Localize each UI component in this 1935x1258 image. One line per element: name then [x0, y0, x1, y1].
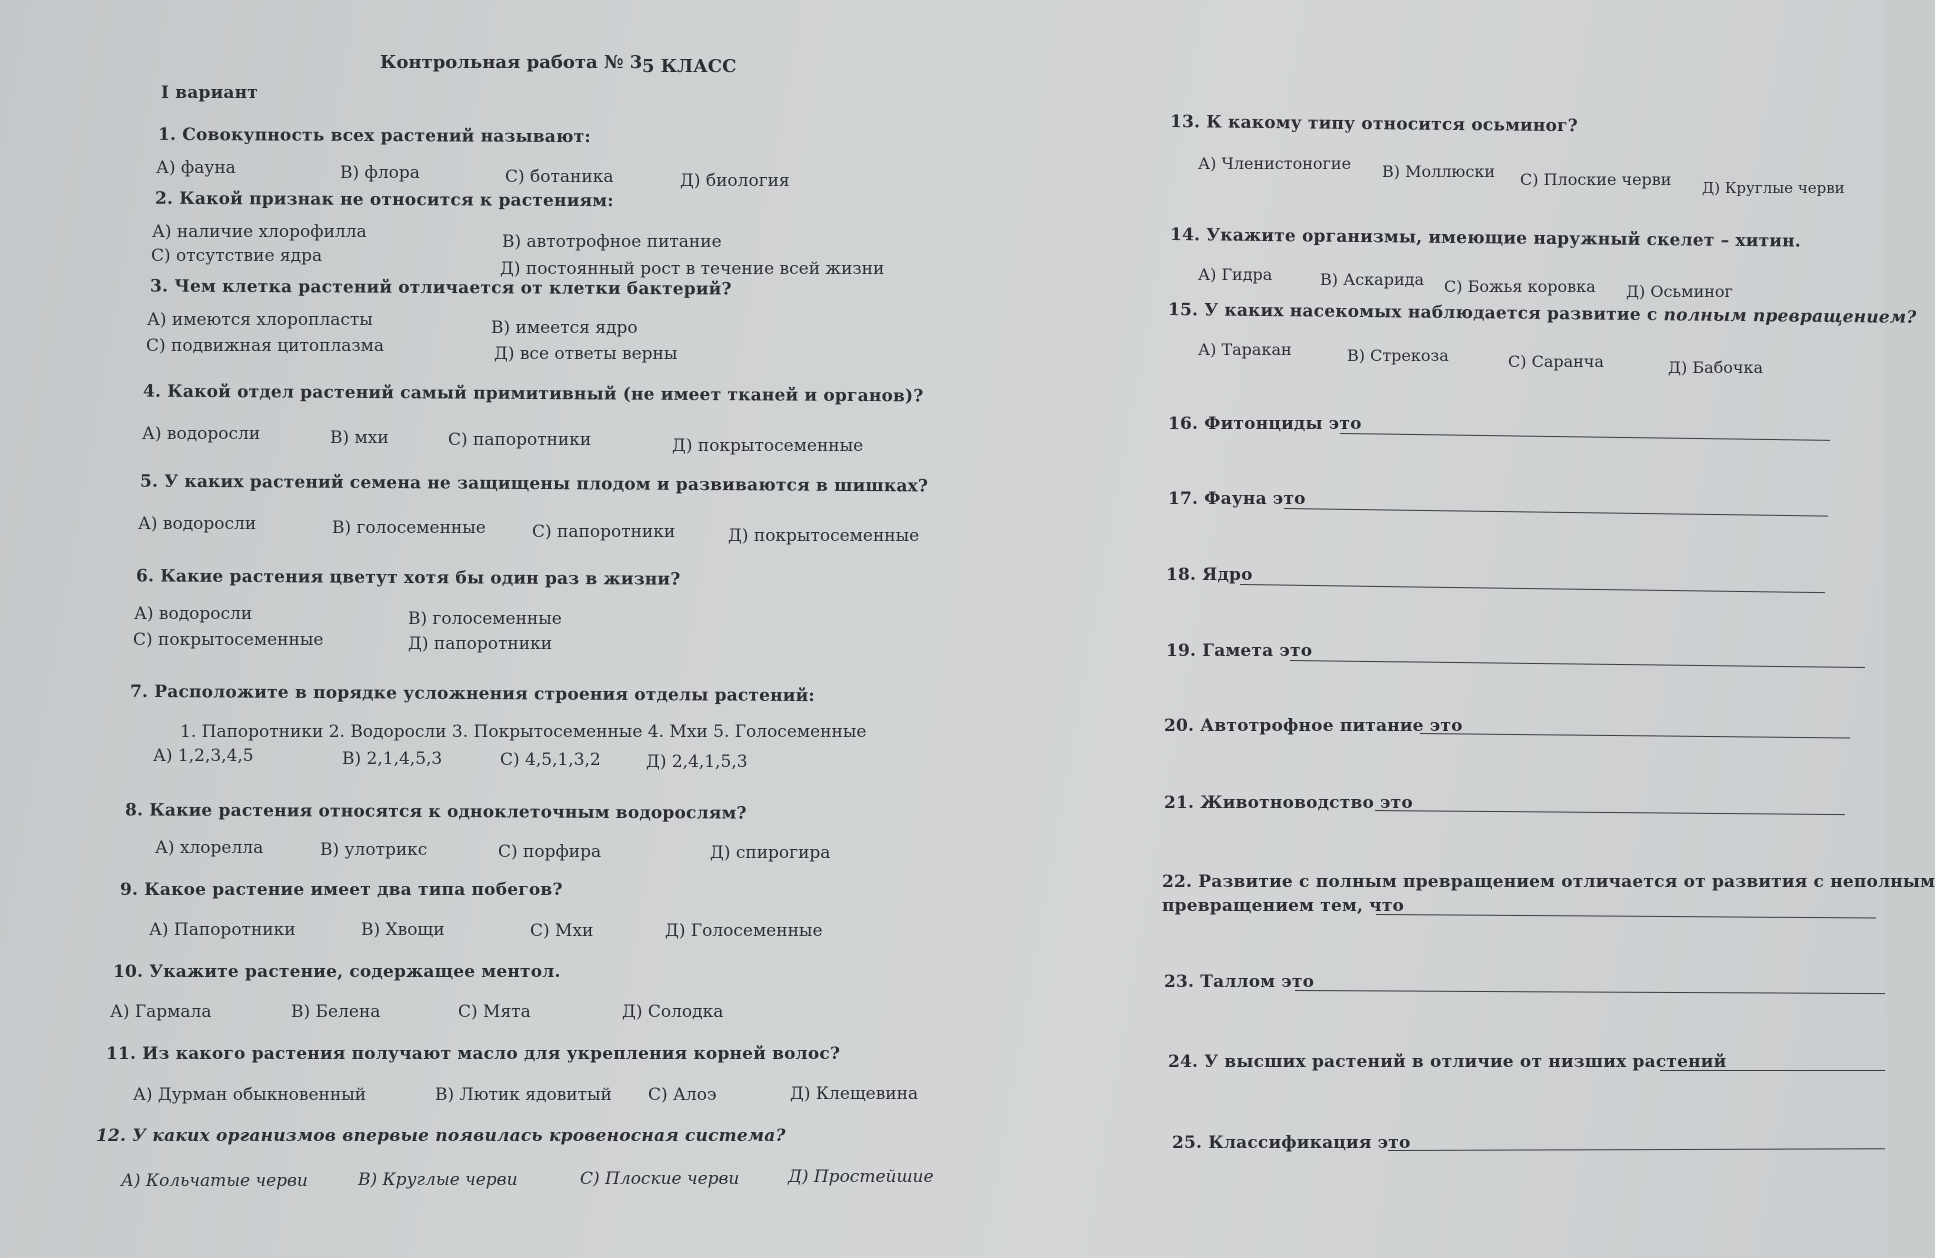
option-d: Д) Солодка	[622, 1002, 724, 1022]
option-c: С) папоротники	[448, 430, 592, 450]
option-b: В) Круглые черви	[358, 1170, 518, 1190]
question-text: 16. Фитонциды это	[1168, 414, 1362, 434]
answer-line[interactable]	[1284, 508, 1828, 517]
option-c: С) порфира	[498, 842, 602, 862]
answer-line[interactable]	[1295, 990, 1885, 994]
option-c: С) Саранча	[1508, 352, 1604, 371]
question-text: 24. У высших растений в отличие от низших растений	[1168, 1052, 1727, 1072]
option-a: А) водоросли	[134, 604, 253, 624]
question-text-line1: 22. Развитие с полным превращением отличается от развития с неполным	[1162, 872, 1935, 892]
option-d: Д) все ответы верны	[494, 344, 678, 364]
option-d: Д) Клещевина	[790, 1084, 919, 1104]
answer-line[interactable]	[1376, 914, 1876, 918]
option-c: С) Плоские черви	[1520, 170, 1672, 189]
option-b: В) Стрекоза	[1347, 346, 1449, 365]
option-d: Д) Бабочка	[1668, 358, 1764, 377]
option-b: В) голосеменные	[408, 609, 562, 629]
option-c: С) Мята	[458, 1002, 531, 1022]
option-b: В) голосеменные	[332, 518, 486, 538]
answer-line[interactable]	[1420, 733, 1850, 739]
question-text-line2: превращением тем, что	[1162, 896, 1405, 916]
answer-line[interactable]	[1290, 660, 1865, 668]
question-text: 10. Укажите растение, содержащее ментол.	[113, 962, 561, 982]
option-a: А) водоросли	[138, 514, 257, 534]
option-d: Д) спирогира	[710, 843, 831, 863]
answer-line[interactable]	[1340, 433, 1830, 441]
answer-line[interactable]	[1375, 810, 1845, 815]
question-text: 12. У каких организмов впервые появилась кровеносная система?	[96, 1126, 786, 1146]
question-text: 21. Животноводство это	[1164, 793, 1413, 813]
option-c: С) Алоэ	[648, 1085, 717, 1105]
option-d: Д) Круглые черви	[1702, 179, 1845, 197]
option-b: В) флора	[340, 163, 420, 183]
option-d: Д) Простейшие	[788, 1167, 934, 1187]
option-c: С) Мхи	[530, 921, 594, 941]
question-text: 4. Какой отдел растений самый примитивный (не имеет тканей и органов)?	[142, 381, 924, 407]
option-b: В) Аскарида	[1320, 270, 1424, 289]
ordering-list: 1. Папоротники 2. Водоросли 3. Покрытосеменные 4. Мхи 5. Голосеменные	[180, 722, 867, 742]
option-d: Д) 2,4,1,5,3	[646, 752, 748, 772]
option-b: В) улотрикс	[320, 840, 428, 860]
option-b: В) автотрофное питание	[502, 232, 722, 252]
option-a: А) Членистоногие	[1198, 154, 1352, 173]
question-text: 23. Таллом это	[1164, 972, 1315, 992]
option-a: А) имеются хлоропласты	[147, 310, 373, 330]
option-c: С) ботаника	[505, 167, 614, 187]
option-a: А) наличие хлорофилла	[152, 222, 367, 242]
answer-line[interactable]	[1240, 584, 1825, 593]
question-text-main: 15. У каких насекомых наблюдается развитие с	[1167, 300, 1664, 326]
question-text-emphasis: полным превращением?	[1663, 305, 1917, 328]
option-a: А) 1,2,3,4,5	[153, 746, 254, 766]
question-text: 2. Какой признак не относится к растениям:	[154, 188, 614, 212]
option-a: А) Дурман обыкновенный	[133, 1085, 367, 1105]
option-a: А) Папоротники	[149, 920, 296, 940]
question-text: 11. Из какого растения получают масло для укрепления корней волос?	[106, 1044, 841, 1064]
question-text: 17. Фауна это	[1168, 489, 1306, 509]
option-c: С) подвижная цитоплазма	[146, 336, 385, 356]
option-d: Д) покрытосеменные	[672, 436, 864, 456]
option-a: А) хлорелла	[155, 838, 264, 858]
option-d: Д) постоянный рост в течение всей жизни	[500, 259, 885, 279]
option-a: А) Кольчатые черви	[121, 1171, 308, 1191]
option-c: С) Плоские черви	[580, 1169, 740, 1189]
option-d: Д) папоротники	[408, 634, 553, 654]
option-c: С) отсутствие ядра	[151, 246, 323, 266]
option-b: В) мхи	[330, 428, 389, 448]
test-title: Контрольная работа № 3	[380, 52, 643, 73]
answer-line[interactable]	[1660, 1070, 1885, 1071]
question-text: 3. Чем клетка растений отличается от клетки бактерий?	[149, 276, 732, 300]
question-text: 7. Расположите в порядке усложнения строения отделы растений:	[129, 681, 815, 707]
option-d: Д) Осьминог	[1626, 282, 1733, 301]
option-d: Д) покрытосеменные	[728, 526, 920, 546]
option-b: В) 2,1,4,5,3	[342, 749, 443, 769]
option-c: С) папоротники	[532, 522, 676, 542]
question-text: 20. Автотрофное питание это	[1164, 716, 1463, 736]
question-text: 19. Гамета это	[1166, 641, 1313, 661]
question-text	[1168, 300, 1917, 328]
question-text: 14. Укажите организмы, имеющие наружный скелет – хитин.	[1169, 225, 1802, 252]
option-c: С) покрытосеменные	[133, 630, 324, 650]
option-a: А) Гидра	[1198, 265, 1273, 284]
question-text: 13. К какому типу относится осьминог?	[1169, 112, 1578, 137]
option-b: В) Лютик ядовитый	[435, 1085, 612, 1105]
question-text: 1. Совокупность всех растений называют:	[157, 124, 591, 148]
option-c: С) 4,5,1,3,2	[500, 750, 601, 770]
option-d: Д) биология	[680, 171, 790, 191]
option-a: А) Таракан	[1198, 340, 1292, 359]
option-a: А) Гармала	[110, 1002, 212, 1022]
question-text: 6. Какие растения цветут хотя бы один раз в жизни?	[135, 566, 681, 590]
option-a: А) фауна	[156, 158, 236, 178]
option-b: В) Моллюски	[1382, 162, 1495, 181]
option-b: В) Белена	[291, 1002, 381, 1022]
option-b: В) имеется ядро	[491, 318, 638, 338]
option-b: В) Хвощи	[361, 920, 445, 940]
question-text: 18. Ядро	[1166, 565, 1253, 585]
question-text: 9. Какое растение имеет два типа побегов?	[120, 880, 563, 900]
question-text: 8. Какие растения относятся к одноклеточным водорослям?	[124, 800, 747, 824]
variant-label: I вариант	[161, 83, 258, 103]
answer-line[interactable]	[1388, 1148, 1885, 1151]
option-d: Д) Голосеменные	[665, 921, 823, 941]
grade-label: 5 КЛАСС	[642, 56, 737, 77]
option-a: А) водоросли	[142, 424, 261, 444]
question-text: 25. Классификация это	[1172, 1133, 1411, 1153]
option-c: С) Божья коровка	[1444, 277, 1596, 296]
question-text: 5. У каких растений семена не защищены плодом и развиваются в шишках?	[139, 471, 929, 497]
